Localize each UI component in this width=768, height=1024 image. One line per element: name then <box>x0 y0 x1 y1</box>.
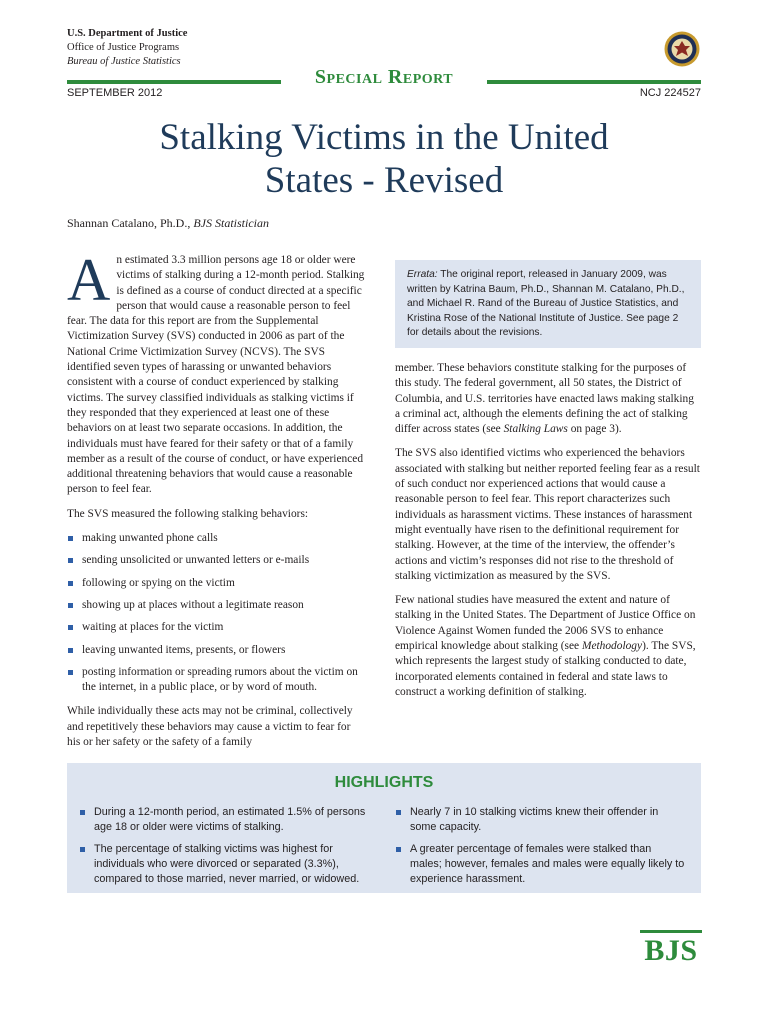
page-title <box>67 116 701 202</box>
author-role: BJS Statistician <box>193 216 269 230</box>
behaviors-intro: The SVS measured the following stalking behaviors: <box>67 507 309 520</box>
body-column-right <box>395 361 701 709</box>
list-item: leaving unwanted items, presents, or flowers <box>67 643 365 658</box>
list-item: sending unsolicited or unwanted letters or e-mails <box>67 553 365 568</box>
paragraph-text: Few national studies have measured the extent and nature of stalking in the United States. The Department of Justice Office on Violence Against Women funded the 2006 SVS to enhance empirical knowledge about stalking (see <box>395 594 696 653</box>
paragraph-text: ). The SVS, which represents the largest study of stalking conducted to date, incorporated elements contained in federal and state laws to construct a working definition of stalking. <box>395 640 696 698</box>
behaviors-list <box>67 531 365 695</box>
errata-label: Errata: <box>407 269 438 280</box>
issue-date: SEPTEMBER 2012 <box>67 87 163 99</box>
author-byline <box>67 216 269 231</box>
methodology-reference: Methodology <box>581 640 643 653</box>
list-item: During a 12-month period, an estimated 1.5% of persons age 18 or older were victims of stalking. <box>79 805 369 835</box>
stalking-laws-reference: Stalking Laws <box>503 423 568 436</box>
paragraph-text: on page 3). <box>567 423 622 436</box>
doj-seal-icon <box>664 31 700 67</box>
errata-text: The original report, released in January 2009, was written by Katrina Baum, Ph.D., Shannan M. Catalano, Ph.D., and Michael R. Rand of the Bureau of Justice Statistics, and Kristina Rose of the National Institute of Justice. See page 2 for details about the revisions. <box>407 269 685 339</box>
bureau-name: Bureau of Justice Statistics <box>67 56 181 67</box>
author-name: Shannan Catalano, Ph.D., <box>67 216 194 230</box>
report-type-label: Special Report <box>314 66 454 88</box>
list-item: Nearly 7 in 10 stalking victims knew their offender in some capacity. <box>395 805 685 835</box>
bjs-logo-text: BJS <box>644 934 698 967</box>
drop-cap: A <box>67 247 111 313</box>
bjs-logo-bar <box>640 930 702 933</box>
intro-text: n estimated 3.3 million persons age 18 or older were victims of stalking during a 12-month period. Stalking is defined as a course of conduct directed at a specific person that would cause a reasonable person to feel fear. The data for this report are from the Supplemental Victimization Survey (SVS) conducted in 2006 as part of the National Crime Victimization Survey (NCVS). The SVS identified seven types of harassing or unwanted behaviors consistent with a course of conduct experienced by stalking victims. The survey classified individuals as stalking victims if they responded that they experienced at least one of these behaviors on at least two separate occasions. In addition, the individuals must have feared for their safety or that of a family member as a result of the course of conduct, or have experienced additional threatening behaviors that would cause a reasonable person to feel fear. <box>67 254 365 496</box>
header-rule-right <box>487 80 701 84</box>
highlights-box <box>67 763 701 893</box>
highlights-list <box>395 805 685 887</box>
highlights-column-right <box>395 805 685 896</box>
highlights-column-left <box>79 805 369 896</box>
paragraph-text: member. These behaviors constitute stalking for the purposes of this study. The federal government, all 50 states, the District of Columbia, and U.S. territories have enacted laws making stalking a criminal act, although the elements defining the act of stalking differ across states (see <box>395 362 694 436</box>
body-column-left <box>67 247 365 759</box>
paragraph <box>395 361 701 437</box>
header-rule-left <box>67 80 281 84</box>
list-item: making unwanted phone calls <box>67 531 365 546</box>
bjs-logo <box>640 930 702 970</box>
department-name: U.S. Department of Justice <box>67 28 188 39</box>
ncj-number: NCJ 224527 <box>639 87 701 99</box>
highlights-list <box>79 805 369 887</box>
list-item: showing up at places without a legitimate reason <box>67 598 365 613</box>
office-name: Office of Justice Programs <box>67 42 180 53</box>
paragraph <box>395 593 701 700</box>
errata-box <box>395 260 701 348</box>
list-item: posting information or spreading rumors about the victim on the internet, in a public place, or by word of mouth. <box>67 665 365 696</box>
list-item: The percentage of stalking victims was highest for individuals who were divorced or separated (3.3%), compared to those married, never married, or widowed. <box>79 842 369 887</box>
agency-block <box>67 27 187 69</box>
intro-paragraph <box>67 247 365 498</box>
paragraph: The SVS also identified victims who experienced the behaviors associated with stalking but neither reported feeling fear as a result of such conduct nor experienced actions that would cause a reasonable person to feel fear. This report characterizes such individuals as harassment victims. These instances of harassment might eventually have risen to the definitional requirement for stalking. However, at the time of the interview, the offender’s actions and victim’s responses did not rise to the threshold of stalking victimization as measured by the SVS. <box>395 447 700 582</box>
title-line-1: Stalking Victims in the United <box>159 117 609 158</box>
closing-paragraph: While individually these acts may not be criminal, collectively and repetitively these behaviors may cause a victim to fear for his or her safety or the safety of a family <box>67 705 353 749</box>
title-line-2: States - Revised <box>264 160 504 201</box>
list-item: waiting at places for the victim <box>67 620 365 635</box>
list-item: following or spying on the victim <box>67 576 365 591</box>
highlights-title: HIGHLIGHTS <box>334 774 434 791</box>
list-item: A greater percentage of females were stalked than males; however, females and males were equally likely to experience harassment. <box>395 842 685 887</box>
